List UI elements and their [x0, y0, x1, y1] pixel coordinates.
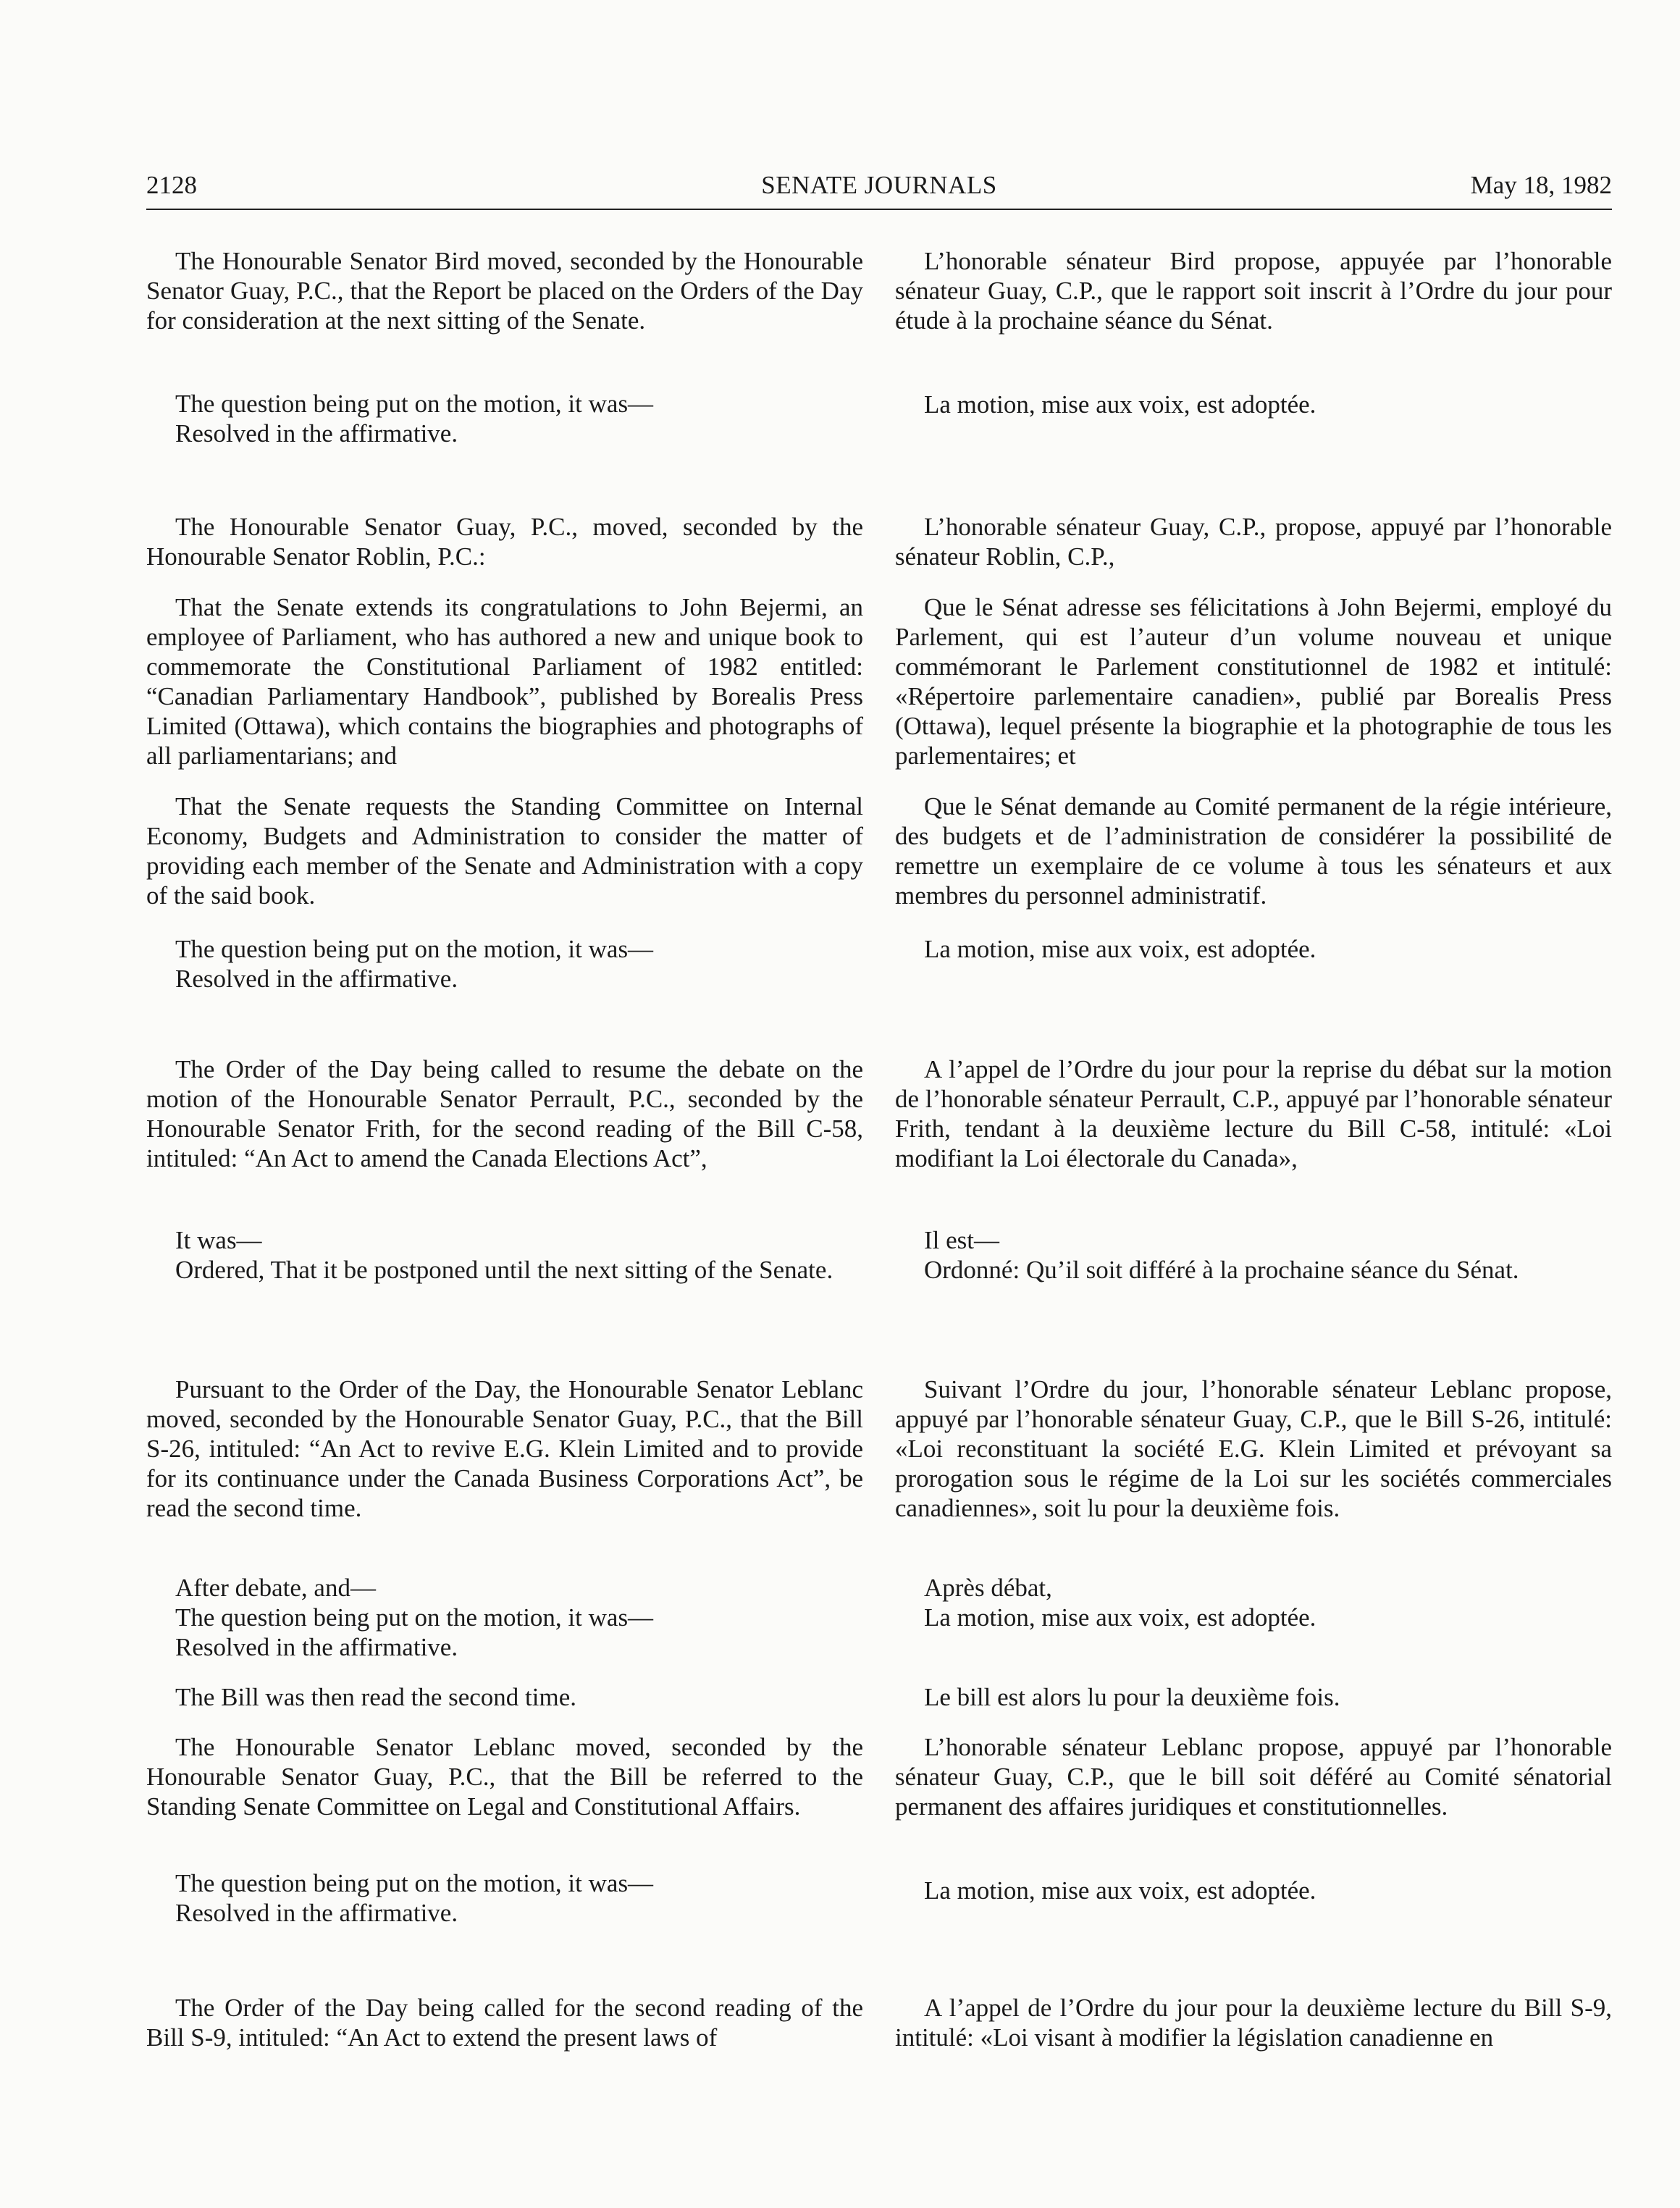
en-resolved-line: Resolved in the affirmative. [175, 419, 458, 448]
en-paragraph-second-reading: The Bill was then read the second time. [175, 1683, 577, 1711]
fr-paragraph-second-reading: Le bill est alors lu pour la deuxième fois. [924, 1683, 1340, 1711]
en-paragraph-after-debate [146, 1573, 863, 1662]
en-paragraph-bill-s9: The Order of the Day being called for the second reading of the Bill S-9, intituled: “An Act to extend the present laws of [146, 1994, 863, 2052]
en-resolved-line: Resolved in the affirmative. [175, 1899, 458, 1927]
en-paragraph-congratulations: That the Senate extends its congratulations to John Bejermi, an employee of Parliament, who has authored a new and unique book to commemorate the Constitutional Parliament of 1982 entitled: “Canadian Parliamentary Handbook”, published by Borealis Press Limited (Ottawa), which contains the biographies and photographs of all parliamentarians; and [146, 593, 863, 770]
fr-paragraph-referral: L’honorable sénateur Leblanc propose, appuyé par l’honorable sénateur Guay, C.P., que le bill soit déféré au Comité sénatorial permanent des affaires juridiques et constitutionnelles. [895, 1733, 1612, 1821]
running-head [146, 171, 1612, 207]
en-question-line: The question being put on the motion, it was— [175, 1603, 654, 1632]
fr-ordonne-line: Ordonné: Qu’il soit différé à la prochaine séance du Sénat. [924, 1256, 1519, 1284]
fr-paragraph-adopted-1: La motion, mise aux voix, est adoptée. [924, 390, 1316, 419]
fr-paragraph-adopted-3: La motion, mise aux voix, est adoptée. [924, 1876, 1316, 1905]
en-resolved-line: Resolved in the affirmative. [175, 965, 458, 993]
en-paragraph-committee-request: That the Senate requests the Standing Committee on Internal Economy, Budgets and Administration to consider the matter of providing each member of the Senate and Administration with a copy of the said book. [146, 792, 863, 910]
en-paragraph-ordered [146, 1225, 863, 1285]
en-question-line: The question being put on the motion, it was— [175, 935, 654, 963]
en-paragraph-question-3 [146, 1868, 863, 1928]
fr-il-est-line: Il est— [924, 1226, 1000, 1254]
en-it-was-line: It was— [175, 1226, 262, 1254]
en-paragraph-bill-s26: Pursuant to the Order of the Day, the Honourable Senator Leblanc moved, seconded by the Honourable Senator Guay, P.C., that the Bill S-26, intituled: “An Act to revive E.G. Klein Limited and to provide for its continuance under the Canada Business Corporations Act”, be read the second time. [146, 1375, 863, 1522]
journal-date: May 18, 1982 [1470, 171, 1612, 199]
fr-paragraph-bill-s9: A l’appel de l’Ordre du jour pour la deuxième lecture du Bill S-9, intitulé: «Loi visant à modifier la législation canadienne en [895, 1994, 1612, 2052]
en-paragraph-question-2 [146, 934, 863, 994]
en-paragraph-referral: The Honourable Senator Leblanc moved, seconded by the Honourable Senator Guay, P.C., that the Bill be referred to the Standing Senate Committee on Legal and Constitutional Affairs. [146, 1733, 863, 1821]
fr-paragraph-bill-c58: A l’appel de l’Ordre du jour pour la reprise du débat sur la motion de l’honorable sénateur Perrault, C.P., appuyé par l’honorable sénateur Frith, tendant à la deuxième lecture du Bill C-58, intitulé: «Loi modifiant la Loi électorale du Canada», [895, 1055, 1612, 1172]
header-rule [146, 209, 1612, 210]
fr-paragraph-guay-motion: L’honorable sénateur Guay, C.P., propose, appuyé par l’honorable sénateur Roblin, C.P., [895, 513, 1612, 571]
fr-paragraph-bill-s26: Suivant l’Ordre du jour, l’honorable sénateur Leblanc propose, appuyé par l’honorable sénateur Guay, C.P., que le Bill S-26, intitulé: «Loi reconstituant la société E.G. Klein Limited et prévoyant sa prorogation sous le régime de la Loi sur les sociétés commerciales canadiennes», soit lu pour la deuxième fois. [895, 1375, 1612, 1522]
en-paragraph-guay-motion: The Honourable Senator Guay, P.C., moved, seconded by the Honourable Senator Roblin, P.C.: [146, 513, 863, 571]
fr-paragraph-bird-motion: L’honorable sénateur Bird propose, appuyée par l’honorable sénateur Guay, C.P., que le rapport soit inscrit à l’Ordre du jour pour étude à la prochaine séance du Sénat. [895, 247, 1612, 335]
fr-paragraph-after-debate [895, 1573, 1612, 1632]
en-question-line: The question being put on the motion, it was— [175, 390, 654, 418]
fr-paragraph-adopted-2: La motion, mise aux voix, est adoptée. [924, 935, 1316, 963]
en-resolved-line: Resolved in the affirmative. [175, 1633, 458, 1661]
fr-paragraph-congratulations: Que le Sénat adresse ses félicitations à John Bejermi, employé du Parlement, qui est l’auteur d’un volume nouveau et unique commémorant le Parlement constitutionnel de 1982 et intitulé: «Répertoire parlementaire canadien», publié par Borealis Press (Ottawa), lequel présente la biographie et la photographie de tous les parlementaires; et [895, 593, 1612, 770]
page-number: 2128 [146, 171, 197, 199]
journal-title: SENATE JOURNALS [761, 171, 997, 199]
en-paragraph-bird-motion: The Honourable Senator Bird moved, seconded by the Honourable Senator Guay, P.C., that the Report be placed on the Orders of the Day for consideration at the next sitting of the Senate. [146, 247, 863, 335]
en-paragraph-bill-c58: The Order of the Day being called to resume the debate on the motion of the Honourable Senator Perrault, P.C., seconded by the Honourable Senator Frith, for the second reading of the Bill C-58, intituled: “An Act to amend the Canada Elections Act”, [146, 1055, 863, 1172]
fr-paragraph-ordonne [895, 1225, 1612, 1285]
fr-paragraph-committee-request: Que le Sénat demande au Comité permanent de la régie intérieure, des budgets et de l’administration de considérer la possibilité de remettre un exemplaire de ce volume à tous les sénateurs et aux membres du personnel administratif. [895, 792, 1612, 910]
fr-adopted-line: La motion, mise aux voix, est adoptée. [924, 1603, 1316, 1632]
en-ordered-line: Ordered, That it be postponed until the next sitting of the Senate. [175, 1256, 833, 1284]
en-after-debate-line: After debate, and— [175, 1574, 376, 1602]
fr-apres-debat-line: Après débat, [924, 1574, 1052, 1602]
en-question-line: The question being put on the motion, it was— [175, 1869, 654, 1897]
en-paragraph-question-1 [146, 389, 863, 448]
